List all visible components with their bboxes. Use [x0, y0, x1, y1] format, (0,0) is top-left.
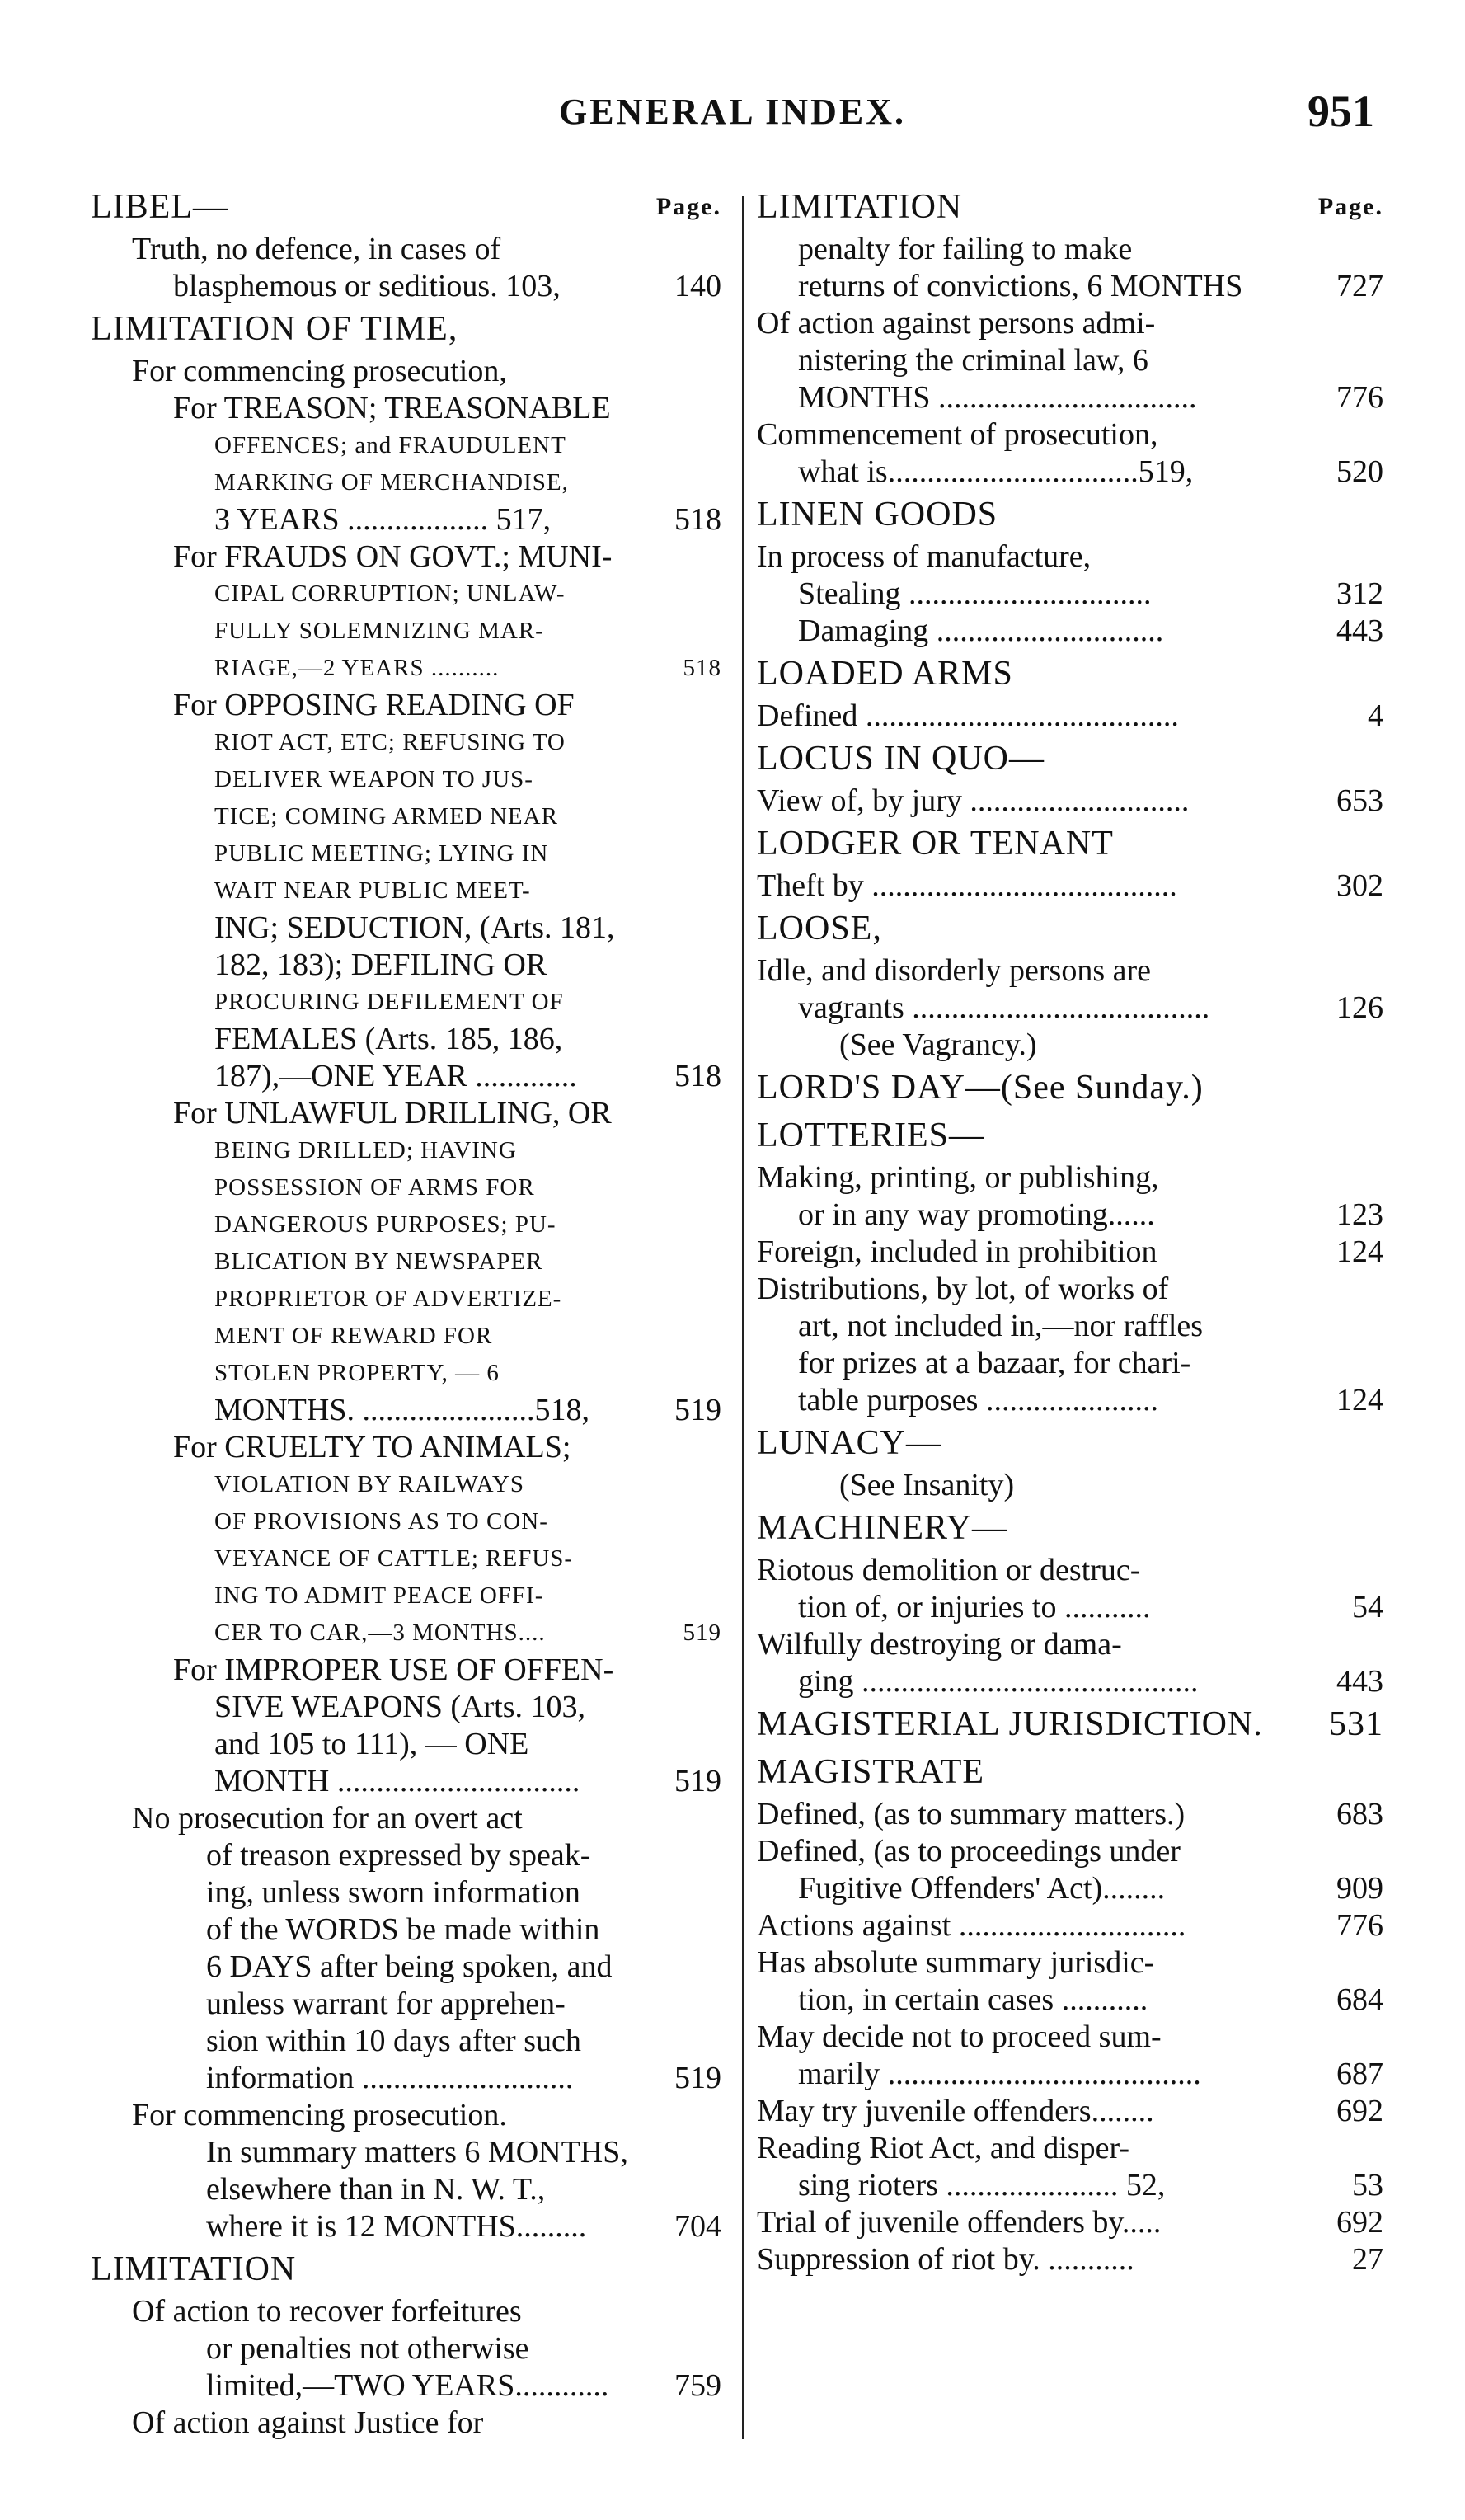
page-reference: 684: [1336, 1982, 1383, 2017]
entry-text: Fugitive Offenders' Act)........: [798, 1871, 1166, 1906]
index-entry: [91, 835, 721, 872]
index-entry: [91, 1206, 721, 1244]
entry-text: blasphemous or seditious. 103,: [173, 269, 561, 303]
index-entry: [91, 2060, 721, 2097]
entry-text: ing, unless sworn information: [206, 1875, 580, 1910]
index-entry: [757, 2056, 1383, 2093]
entry-text: penalty for failing to make: [798, 232, 1133, 266]
entry-text: For CRUELTY TO ANIMALS;: [173, 1430, 571, 1465]
column-heading: [757, 183, 1383, 231]
entry-text: Defined ........................................: [757, 698, 1179, 733]
entry-text: marily ........................................: [798, 2057, 1201, 2091]
entry-text: For OPPOSING READING OF: [173, 688, 575, 722]
index-entry: [91, 1763, 721, 1800]
entry-text: OFFENCES; and FRAUDULENT: [214, 432, 566, 458]
entry-text: For UNLAWFUL DRILLING, OR: [173, 1096, 612, 1131]
index-heading: [757, 491, 1383, 538]
entry-text: Making, printing, or publishing,: [757, 1160, 1159, 1195]
entry-text: For FRAUDS ON GOVT.; MUNI-: [173, 539, 613, 574]
entry-text: LIBEL—: [91, 188, 228, 226]
index-heading: [757, 735, 1383, 783]
index-heading: [91, 305, 721, 353]
index-entry: [91, 1577, 721, 1615]
index-heading: [757, 1112, 1383, 1159]
entry-text: SIVE WEAPONS (Arts. 103,: [214, 1690, 586, 1724]
entry-text: unless warrant for apprehen-: [206, 1986, 566, 2021]
index-entry: [91, 1392, 721, 1429]
entry-text: tion of, or injuries to ...........: [798, 1590, 1151, 1624]
index-entry: [757, 1271, 1383, 1308]
page-reference: 531: [1329, 1705, 1383, 1743]
entry-text: VEYANCE OF CATTLE; REFUS-: [214, 1545, 574, 1572]
page-reference: 776: [1336, 1908, 1383, 1943]
index-entry: [757, 613, 1383, 650]
index-entry: [757, 2241, 1383, 2278]
index-entry: [91, 2023, 721, 2060]
page-reference: 54: [1352, 1590, 1383, 1624]
entry-text: of the WORDS be made within: [206, 1912, 600, 1947]
index-entry: [757, 2204, 1383, 2241]
entry-text: art, not included in,—nor raffles: [798, 1309, 1204, 1343]
entry-text: what is................................519,: [798, 454, 1194, 489]
entry-text: FEMALES (Arts. 185, 186,: [214, 1022, 563, 1056]
entry-text: Idle, and disorderly persons are: [757, 953, 1152, 988]
entry-text: LORD'S DAY—(See Sunday.): [757, 1069, 1204, 1107]
entry-text: or in any way promoting......: [798, 1197, 1155, 1232]
index-entry: [91, 1169, 721, 1206]
index-heading: [757, 820, 1383, 867]
left-index-column: [91, 183, 721, 2442]
page-reference: 518: [683, 655, 721, 681]
entry-text: LIMITATION: [757, 188, 963, 226]
index-entry: [91, 2134, 721, 2171]
entry-text: 6 DAYS after being spoken, and: [206, 1949, 613, 1984]
page-reference: 519: [674, 1393, 721, 1427]
index-entry: [757, 1467, 1383, 1504]
entry-text: May try juvenile offenders........: [757, 2094, 1154, 2128]
index-entry: [757, 231, 1383, 268]
page-reference: 692: [1336, 2094, 1383, 2128]
page-reference: 302: [1336, 868, 1383, 903]
entry-text: For commencing prosecution,: [132, 354, 507, 388]
index-entry: [91, 501, 721, 538]
index-entry: [757, 783, 1383, 820]
entry-text: STOLEN PROPERTY, — 6: [214, 1360, 500, 1386]
entry-text: 187),—ONE YEAR .............: [214, 1059, 577, 1093]
index-entry: [757, 576, 1383, 613]
column-divider: [742, 196, 744, 2439]
entry-text: MAGISTERIAL JURISDICTION.: [757, 1705, 1263, 1743]
index-entry: [91, 390, 721, 427]
index-entry: [91, 687, 721, 724]
index-entry: [91, 761, 721, 798]
page-reference: 126: [1336, 990, 1383, 1025]
index-entry: [91, 1986, 721, 2023]
page-reference: 519: [683, 1620, 721, 1646]
index-entry: [91, 1874, 721, 1911]
entry-text: LODGER OR TENANT: [757, 825, 1114, 863]
entry-text: elsewhere than in N. W. T.,: [206, 2172, 546, 2207]
index-entry: [91, 613, 721, 650]
page-reference: 759: [674, 2368, 721, 2403]
page-number: 951: [1308, 87, 1374, 136]
index-entry: [91, 2367, 721, 2405]
index-entry: [757, 538, 1383, 576]
index-entry: [91, 1318, 721, 1355]
entry-text: LOADED ARMS: [757, 655, 1013, 693]
entry-text: In process of manufacture,: [757, 539, 1092, 574]
index-entry: [91, 576, 721, 613]
index-entry: [91, 1021, 721, 1058]
index-entry: [91, 538, 721, 576]
index-entry: [757, 1234, 1383, 1271]
entry-text: For IMPROPER USE OF OFFEN-: [173, 1653, 614, 1687]
index-heading: [91, 2245, 721, 2293]
entry-text: Damaging .............................: [798, 614, 1164, 648]
index-entry: [757, 698, 1383, 735]
page-reference: 518: [674, 502, 721, 537]
entry-text: MARKING OF MERCHANDISE,: [214, 469, 569, 496]
entry-text: of treason expressed by speak-: [206, 1838, 591, 1873]
entry-text: where it is 12 MONTHS.........: [206, 2209, 587, 2244]
entry-text: ING TO ADMIT PEACE OFFI-: [214, 1582, 544, 1609]
entry-text: returns of convictions, 6 MONTHS: [798, 269, 1243, 303]
index-entry: [91, 1355, 721, 1392]
index-entry: [757, 454, 1383, 491]
entry-text: sion within 10 days after such: [206, 2024, 581, 2058]
entry-text: Wilfully destroying or dama-: [757, 1627, 1122, 1662]
index-entry: [757, 268, 1383, 305]
entry-text: MACHINERY—: [757, 1509, 1008, 1547]
index-entry: [757, 1382, 1383, 1419]
entry-text: For TREASON; TREASONABLE: [173, 391, 611, 425]
entry-text: ging ...........................................: [798, 1664, 1199, 1699]
page-reference: 27: [1352, 2242, 1383, 2277]
entry-text: Theft by .......................................: [757, 868, 1177, 903]
index-entry: [91, 798, 721, 835]
entry-text: RIAGE,—2 YEARS ..........: [214, 655, 500, 681]
index-entry: [91, 268, 721, 305]
index-entry: [757, 305, 1383, 342]
entry-text: WAIT NEAR PUBLIC MEET-: [214, 877, 531, 904]
entry-text: MONTH ...............................: [214, 1764, 580, 1798]
index-entry: [91, 231, 721, 268]
index-heading: [757, 905, 1383, 952]
entry-text: LIMITATION: [91, 2250, 297, 2288]
index-entry: [91, 1652, 721, 1689]
entry-text: LOCUS IN QUO—: [757, 740, 1045, 778]
index-entry: [91, 984, 721, 1021]
page-reference: 653: [1336, 783, 1383, 818]
page-reference: 443: [1336, 614, 1383, 648]
index-entry: [91, 2208, 721, 2245]
entry-text: MONTHS .................................: [798, 380, 1197, 415]
index-heading: [757, 1700, 1383, 1748]
index-heading: [757, 1748, 1383, 1796]
entry-text: POSSESSION OF ARMS FOR: [214, 1174, 535, 1201]
index-entry: [91, 1429, 721, 1466]
index-entry: [757, 416, 1383, 454]
index-entry: [757, 1796, 1383, 1833]
index-entry: [757, 2019, 1383, 2056]
entry-text: LINEN GOODS: [757, 496, 998, 534]
entry-text: TICE; COMING ARMED NEAR: [214, 803, 558, 830]
entry-text: No prosecution for an overt act: [132, 1801, 523, 1836]
entry-text: nistering the criminal law, 6: [798, 343, 1148, 378]
entry-text: LOTTERIES—: [757, 1117, 984, 1154]
entry-text: CIPAL CORRUPTION; UNLAW-: [214, 581, 566, 607]
entry-text: PROCURING DEFILEMENT OF: [214, 989, 564, 1015]
entry-text: PROPRIETOR OF ADVERTIZE-: [214, 1286, 562, 1312]
entry-text: Suppression of riot by. ...........: [757, 2242, 1134, 2277]
entry-text: sing rioters ...................... 52,: [798, 2168, 1166, 2203]
page-reference: 519: [674, 2061, 721, 2095]
page-column-label: Page.: [655, 193, 721, 220]
index-heading: [757, 650, 1383, 698]
index-entry: [91, 1689, 721, 1726]
entry-text: OF PROVISIONS AS TO CON-: [214, 1508, 548, 1535]
index-entry: [757, 1197, 1383, 1234]
entry-text: In summary matters 6 MONTHS,: [206, 2135, 628, 2170]
index-entry: [91, 724, 721, 761]
index-heading: [757, 1064, 1383, 1112]
entry-text: Truth, no defence, in cases of: [132, 232, 501, 266]
page-reference: 443: [1336, 1664, 1383, 1699]
page-reference: 692: [1336, 2205, 1383, 2240]
entry-text: Defined, (as to proceedings under: [757, 1834, 1181, 1869]
index-entry: [757, 1159, 1383, 1197]
entry-text: limited,—TWO YEARS............: [206, 2368, 609, 2403]
entry-text: BEING DRILLED; HAVING: [214, 1137, 517, 1164]
index-entry: [91, 1800, 721, 1837]
index-entry: [757, 1982, 1383, 2019]
page-reference: 312: [1336, 576, 1383, 611]
entry-text: MONTHS. ......................518,: [214, 1393, 589, 1427]
entry-text: MAGISTRATE: [757, 1753, 985, 1791]
entry-text: LUNACY—: [757, 1424, 941, 1462]
index-entry: [91, 427, 721, 464]
index-entry: [91, 353, 721, 390]
index-entry: [91, 2405, 721, 2442]
page-reference: 683: [1336, 1797, 1383, 1831]
page-reference: 123: [1336, 1197, 1383, 1232]
entry-text: (See Vagrancy.): [839, 1027, 1037, 1062]
page-reference: 687: [1336, 2057, 1383, 2091]
index-entry: [757, 379, 1383, 416]
index-entry: [757, 1027, 1383, 1064]
index-entry: [91, 1949, 721, 1986]
entry-text: May decide not to proceed sum-: [757, 2019, 1162, 2054]
index-entry: [757, 342, 1383, 379]
page-reference: 727: [1336, 269, 1383, 303]
running-head: GENERAL INDEX.: [559, 92, 906, 132]
entry-text: Commencement of prosecution,: [757, 417, 1158, 452]
page-reference: 909: [1336, 1871, 1383, 1906]
index-entry: [91, 650, 721, 687]
index-entry: [757, 1626, 1383, 1663]
entry-text: Trial of juvenile offenders by.....: [757, 2205, 1162, 2240]
entry-text: Reading Riot Act, and disper-: [757, 2131, 1129, 2165]
entry-text: PUBLIC MEETING; LYING IN: [214, 840, 549, 867]
entry-text: MENT OF REWARD FOR: [214, 1323, 493, 1349]
entry-text: LIMITATION OF TIME,: [91, 310, 458, 348]
entry-text: 3 YEARS .................. 517,: [214, 502, 552, 537]
index-entry: [757, 1589, 1383, 1626]
index-entry: [757, 1907, 1383, 1944]
page-reference: 518: [674, 1059, 721, 1093]
index-entry: [757, 867, 1383, 905]
entry-text: Of action to recover forfeitures: [132, 2294, 522, 2329]
index-entry: [757, 990, 1383, 1027]
index-entry: [91, 1058, 721, 1095]
entry-text: Riotous demolition or destruc-: [757, 1553, 1141, 1587]
entry-text: Defined, (as to summary matters.): [757, 1797, 1186, 1831]
index-entry: [91, 464, 721, 501]
index-entry: [757, 1833, 1383, 1870]
index-entry: [757, 1345, 1383, 1382]
entry-text: CER TO CAR,—3 MONTHS....: [214, 1620, 546, 1646]
entry-text: 182, 183); DEFILING OR: [214, 947, 547, 982]
index-entry: [757, 1663, 1383, 1700]
entry-text: for prizes at a bazaar, for chari-: [798, 1346, 1191, 1380]
index-entry: [91, 1540, 721, 1577]
index-entry: [91, 1281, 721, 1318]
entry-text: or penalties not otherwise: [206, 2331, 529, 2366]
index-entry: [91, 2097, 721, 2134]
page-reference: 776: [1336, 380, 1383, 415]
entry-text: FULLY SOLEMNIZING MAR-: [214, 618, 544, 644]
entry-text: DELIVER WEAPON TO JUS-: [214, 766, 533, 792]
index-entry: [757, 1552, 1383, 1589]
entry-text: Actions against .............................: [757, 1908, 1186, 1943]
column-heading: [91, 183, 721, 231]
page-reference: 704: [674, 2209, 721, 2244]
page-reference: 124: [1336, 1234, 1383, 1269]
index-entry: [91, 2171, 721, 2208]
entry-text: Of action against Justice for: [132, 2405, 484, 2440]
entry-text: Has absolute summary jurisdic-: [757, 1945, 1155, 1980]
page-column-label: Page.: [1317, 193, 1383, 220]
index-entry: [91, 872, 721, 910]
entry-text: tion, in certain cases ...........: [798, 1982, 1148, 2017]
entry-text: Stealing ...............................: [798, 576, 1152, 611]
index-entry: [757, 1308, 1383, 1345]
index-entry: [91, 2330, 721, 2367]
entry-text: vagrants ......................................: [798, 990, 1210, 1025]
entry-text: BLICATION BY NEWSPAPER: [214, 1248, 543, 1275]
index-entry: [757, 1870, 1383, 1907]
index-entry: [91, 910, 721, 947]
entry-text: Distributions, by lot, of works of: [757, 1272, 1169, 1306]
index-entry: [91, 1244, 721, 1281]
index-entry: [91, 1095, 721, 1132]
index-entry: [757, 2167, 1383, 2204]
page-reference: 519: [674, 1764, 721, 1798]
index-heading: [757, 1419, 1383, 1467]
page-reference: 53: [1352, 2168, 1383, 2203]
index-entry: [91, 947, 721, 984]
entry-text: ING; SEDUCTION, (Arts. 181,: [214, 910, 615, 945]
page-reference: 140: [674, 269, 721, 303]
index-heading: [757, 1504, 1383, 1552]
entry-text: (See Insanity): [839, 1468, 1015, 1502]
entry-text: DANGEROUS PURPOSES; PU-: [214, 1211, 556, 1238]
entry-text: Foreign, included in prohibition: [757, 1234, 1157, 1269]
page-reference: 4: [1368, 698, 1383, 733]
index-entry: [91, 1132, 721, 1169]
entry-text: and 105 to 111), — ONE: [214, 1727, 529, 1761]
index-entry: [91, 1466, 721, 1503]
entry-text: Of action against persons admi-: [757, 306, 1156, 341]
index-entry: [757, 2130, 1383, 2167]
entry-text: RIOT ACT, ETC; REFUSING TO: [214, 729, 566, 755]
index-entry: [91, 1726, 721, 1763]
index-entry: [91, 1503, 721, 1540]
page-reference: 124: [1336, 1383, 1383, 1418]
index-entry: [757, 1944, 1383, 1982]
entry-text: View of, by jury ............................: [757, 783, 1190, 818]
index-entry: [757, 952, 1383, 990]
entry-text: For commencing prosecution.: [132, 2098, 507, 2132]
entry-text: LOOSE,: [757, 910, 882, 947]
index-entry: [91, 1911, 721, 1949]
index-entry: [757, 2093, 1383, 2130]
entry-text: information ...........................: [206, 2061, 574, 2095]
index-entry: [91, 2293, 721, 2330]
right-index-column: [757, 183, 1383, 2278]
entry-text: VIOLATION BY RAILWAYS: [214, 1471, 524, 1497]
index-entry: [91, 1837, 721, 1874]
index-entry: [91, 1615, 721, 1652]
entry-text: table purposes ......................: [798, 1383, 1158, 1418]
page-reference: 520: [1336, 454, 1383, 489]
